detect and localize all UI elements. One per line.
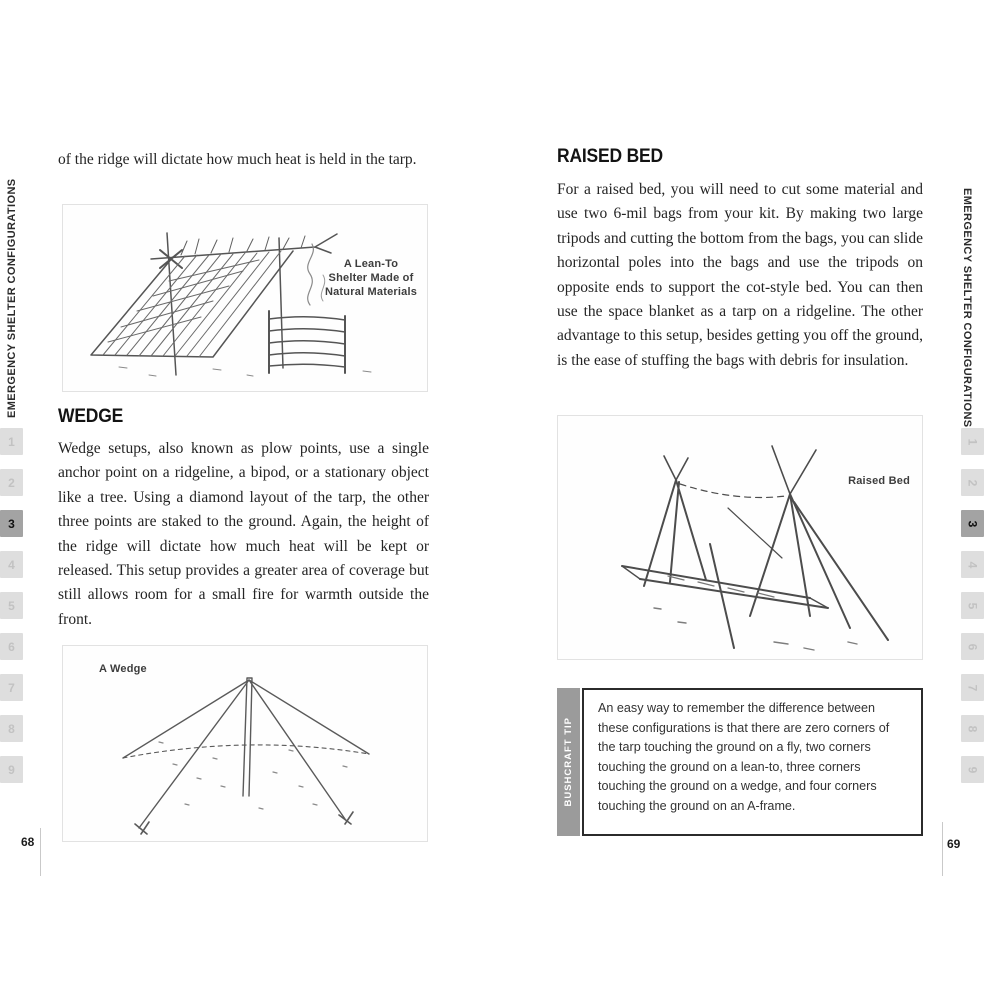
- raised-bed-section-heading: RAISED BED: [557, 146, 663, 167]
- chapter-tab-1: 1: [961, 428, 984, 455]
- chapter-tab-rail-right: [961, 428, 984, 783]
- chapter-tab-3-active: 3: [0, 510, 23, 537]
- chapter-margin-label-right: EMERGENCY SHELTER CONFIGURATIONS: [961, 188, 973, 428]
- raised-bed-figure: [557, 415, 923, 660]
- wedge-figure: [62, 645, 428, 842]
- page-edge-rule-right: [942, 822, 943, 876]
- bushcraft-tip-bar: [557, 688, 580, 836]
- chapter-tab-2: 2: [961, 469, 984, 496]
- chapter-tab-4: 4: [961, 551, 984, 578]
- chapter-tab-6: 6: [0, 633, 23, 660]
- chapter-tab-7: 7: [961, 674, 984, 701]
- bushcraft-tip-text: An easy way to remember the difference between these configurations is that there are zero corners of the tarp touching the ground on a fly, two corners touching the ground on a lean-to, three corners touching the ground on a wedge, and four corners touching the ground on an A-frame.: [582, 688, 923, 836]
- page-number-right: 69: [947, 837, 961, 851]
- page-number-left: 68: [21, 835, 35, 849]
- wedge-section-paragraph: Wedge setups, also known as plow points, use a single anchor point on a ridgeline, a bipod, or a stationary object like a tree. Using a diamond layout of the tarp, the other three points are staked to the ground. Again, the height of the ridge will dictate how much heat will be kept or released. This setup provides a greater area of coverage but still allows room for a small fire for warmth outside the front.: [58, 440, 429, 628]
- chapter-tab-8: 8: [961, 715, 984, 742]
- leanto-figure-caption: A Lean-To Shelter Made of Natural Materials: [324, 258, 418, 298]
- left-page-intro-paragraph: of the ridge will dictate how much heat is held in the tarp.: [58, 151, 417, 168]
- raised-bed-figure-caption: Raised Bed: [848, 475, 910, 487]
- chapter-tab-9: 9: [0, 756, 23, 783]
- leanto-figure: [62, 204, 428, 392]
- wedge-figure-caption: A Wedge: [99, 663, 147, 675]
- raised-bed-illustration: [558, 416, 922, 659]
- bushcraft-tip-box: [557, 688, 923, 836]
- chapter-tab-7: 7: [0, 674, 23, 701]
- chapter-tab-8: 8: [0, 715, 23, 742]
- chapter-tab-2: 2: [0, 469, 23, 496]
- wedge-section-heading: WEDGE: [58, 406, 124, 427]
- bushcraft-tip-label: BUSHCRAFT TIP: [563, 717, 574, 807]
- raised-bed-section-paragraph: For a raised bed, you will need to cut some material and use two 6-mil bags from your kit. By making two large tripods and cutting the bottom from the bags, you can slide horizontal poles into the bags and use the tripods on opposite ends to support the cot-style bed. You can then use the space blanket as a tarp on a ridgeline. The other advantage to this setup, besides getting you off the ground, is the ease of stuffing the bags with debris for insulation.: [557, 181, 923, 369]
- chapter-margin-label-left: EMERGENCY SHELTER CONFIGURATIONS: [6, 178, 18, 418]
- chapter-tab-rail-left: [0, 428, 23, 783]
- chapter-tab-3-active: 3: [961, 510, 984, 537]
- chapter-tab-1: 1: [0, 428, 23, 455]
- chapter-tab-6: 6: [961, 633, 984, 660]
- chapter-tab-5: 5: [0, 592, 23, 619]
- chapter-tab-5: 5: [961, 592, 984, 619]
- chapter-tab-9: 9: [961, 756, 984, 783]
- page-edge-rule-left: [40, 828, 41, 876]
- chapter-tab-4: 4: [0, 551, 23, 578]
